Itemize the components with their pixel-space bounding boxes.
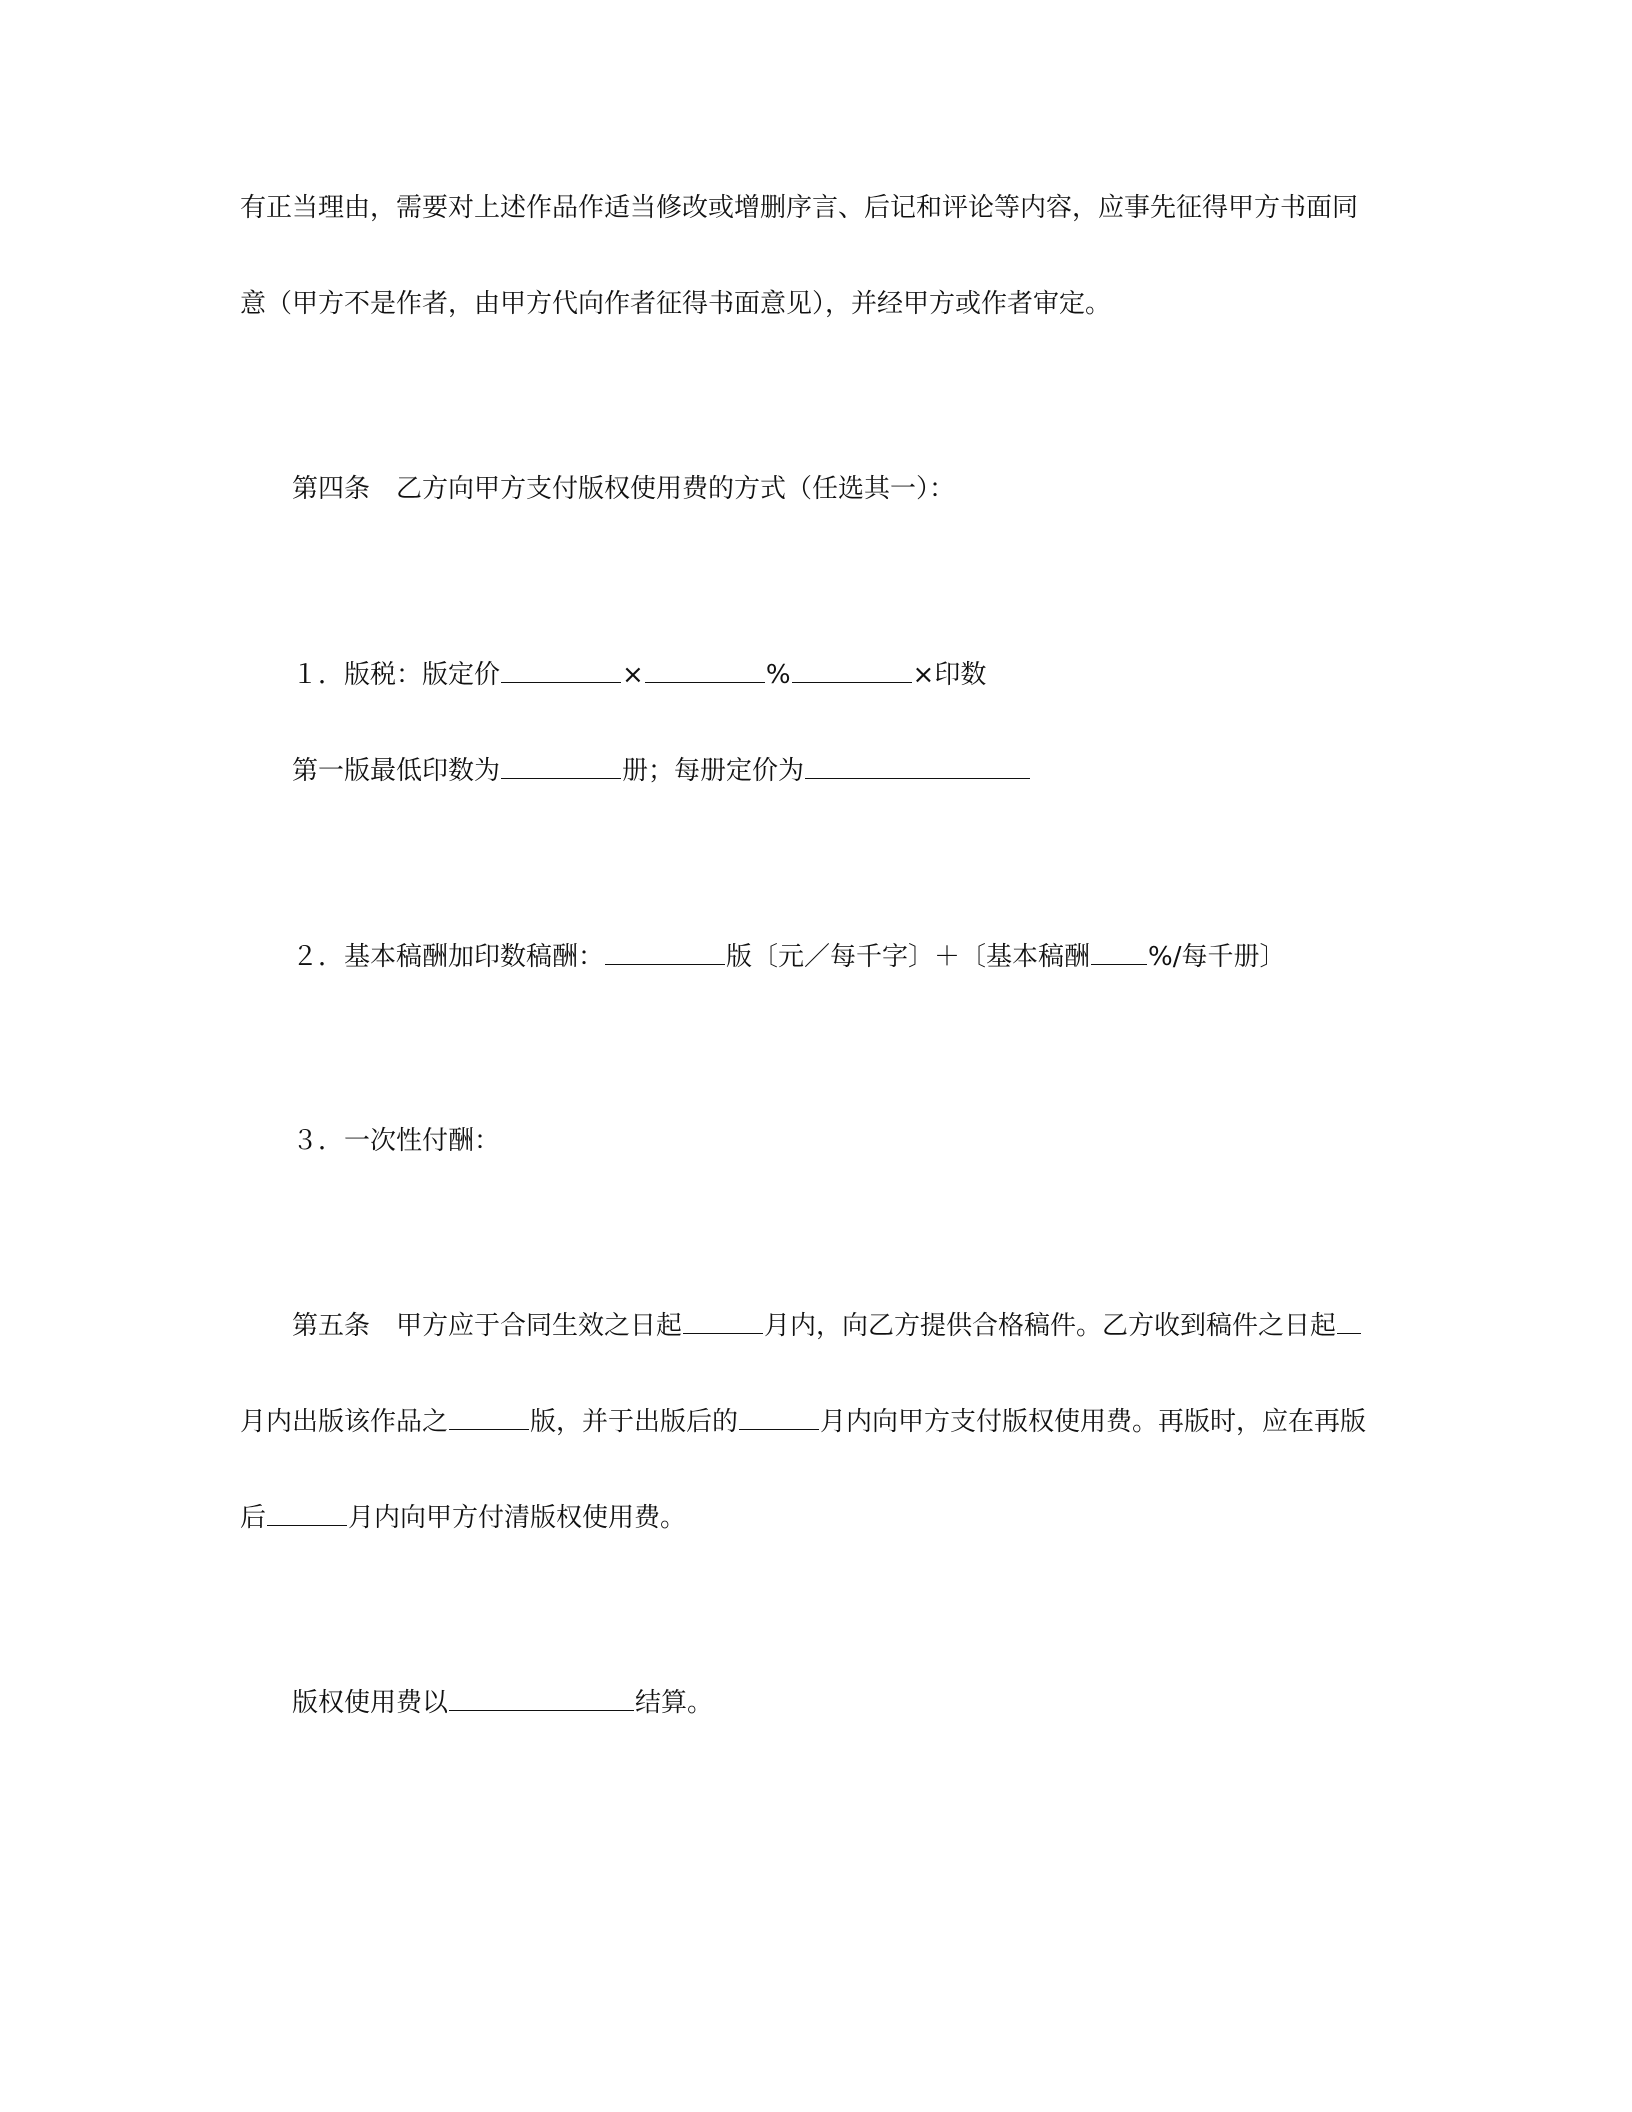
item-label: ２．基本稿酬加印数稿酬： (292, 942, 605, 972)
blank-months-deliver[interactable] (683, 1307, 763, 1334)
item-label: ３．一次性付酬： (292, 1126, 501, 1156)
article-5-line-2 (240, 1403, 1366, 1440)
item-label: １．版税：版定价 (292, 660, 501, 690)
blank-months-publish-a[interactable] (1337, 1307, 1361, 1334)
article-4-item-3 (292, 1123, 500, 1159)
blank-months-pay[interactable] (739, 1403, 819, 1430)
text: 有正当理由，需要对上述作品作适当修改或增删序言、后记和评论等内容，应事先征得甲方书面同 (240, 193, 1359, 223)
blank-base-fee[interactable] (605, 938, 725, 965)
text: 月内，向乙方提供合格稿件。乙方收到稿件之日起 (764, 1311, 1337, 1341)
text: 意（甲方不是作者，由甲方代向作者征得书面意见），并经甲方或作者审定。 (240, 289, 1112, 319)
article-4-item-1-line-1 (292, 656, 986, 693)
times-print-count: ×印数 (912, 660, 987, 690)
times-sign: × (622, 660, 644, 690)
blank-print-rate[interactable] (1091, 938, 1147, 965)
blank-min-print-count[interactable] (501, 752, 621, 779)
blank-months-reprint-pay[interactable] (267, 1499, 347, 1526)
paragraph-continued-line-2 (240, 286, 1111, 322)
text: 版〔元／每千字〕＋〔基本稿酬 (726, 942, 1091, 972)
text: 月内向甲方付清版权使用费。 (348, 1503, 687, 1533)
article-4-item-1-line-2 (292, 752, 1031, 789)
text: 版，并于出版后的 (530, 1407, 739, 1437)
settlement-line (292, 1684, 713, 1721)
article-4-item-2 (292, 938, 1286, 975)
blank-settlement-currency[interactable] (449, 1684, 634, 1711)
blank-unit-price[interactable] (805, 752, 1030, 779)
text: 版权使用费以 (292, 1688, 449, 1718)
text: 后 (240, 1503, 267, 1533)
text: 第一版最低印数为 (292, 756, 501, 786)
article-4-heading (292, 471, 955, 507)
article-title: 乙方向甲方支付版权使用费的方式（任选其一）： (396, 474, 956, 504)
text: 册；每册定价为 (622, 756, 805, 786)
article-number: 第五条 (292, 1311, 371, 1341)
blank-rate[interactable] (645, 656, 765, 683)
blank-price[interactable] (501, 656, 621, 683)
text: 月内向甲方支付版权使用费。再版时，应在再版 (820, 1407, 1367, 1437)
article-5-line-3 (240, 1499, 686, 1536)
text: 月内出版该作品之 (240, 1407, 449, 1437)
text: 甲方应于合同生效之日起 (396, 1311, 683, 1341)
text: %/每千册〕 (1148, 942, 1286, 972)
text: 结算。 (635, 1688, 714, 1718)
percent-sign: % (765, 660, 791, 690)
blank-edition[interactable] (449, 1403, 529, 1430)
article-5-line-1 (292, 1307, 1362, 1344)
blank-value[interactable] (792, 656, 912, 683)
paragraph-continued-line-1 (240, 190, 1358, 226)
article-number: 第四条 (292, 474, 371, 504)
